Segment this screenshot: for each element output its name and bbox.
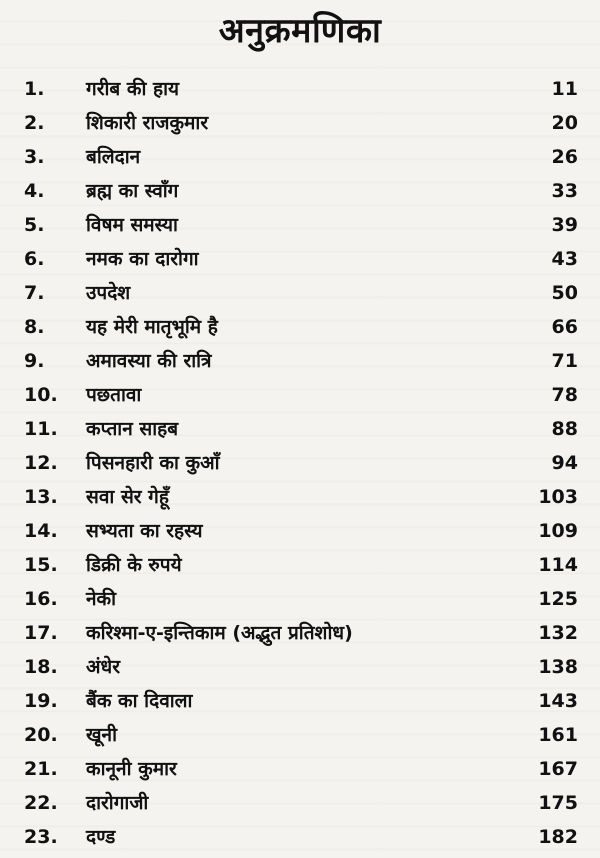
page-number: 175 [538, 792, 578, 814]
page-title: अनुक्रमणिका [218, 11, 382, 51]
toc-row [0, 208, 600, 242]
chapter-number: 17. [24, 622, 58, 644]
toc-row [0, 684, 600, 718]
chapter-title: दण्ड [86, 826, 116, 848]
chapter-title: अंधेर [86, 656, 120, 678]
toc-row [0, 344, 600, 378]
toc-row [0, 72, 600, 106]
page-number: 11 [551, 78, 578, 100]
page-number: 125 [538, 588, 578, 610]
chapter-title: बैंक का दिवाला [86, 690, 193, 712]
chapter-number: 10. [24, 384, 58, 406]
toc-row [0, 446, 600, 480]
page-number: 33 [551, 180, 578, 202]
toc-row [0, 174, 600, 208]
toc-row [0, 480, 600, 514]
toc-row [0, 718, 600, 752]
chapter-number: 5. [24, 214, 45, 236]
toc-row [0, 514, 600, 548]
toc-row [0, 616, 600, 650]
chapter-number: 23. [24, 826, 58, 848]
page-number: 43 [551, 248, 578, 270]
chapter-number: 14. [24, 520, 58, 542]
page-number: 94 [551, 452, 578, 474]
chapter-number: 8. [24, 316, 45, 338]
chapter-number: 1. [24, 78, 45, 100]
chapter-number: 20. [24, 724, 58, 746]
toc-row [0, 786, 600, 820]
toc-row [0, 310, 600, 344]
toc-row [0, 242, 600, 276]
chapter-title: दारोगाजी [86, 792, 149, 814]
chapter-number: 18. [24, 656, 58, 678]
page-number: 132 [538, 622, 578, 644]
page-number: 109 [538, 520, 578, 542]
chapter-number: 4. [24, 180, 45, 202]
chapter-title: पिसनहारी का कुआँ [86, 452, 220, 474]
chapter-title: शिकारी राजकुमार [86, 112, 209, 134]
page-number: 20 [551, 112, 578, 134]
page-number: 138 [538, 656, 578, 678]
page-number: 88 [551, 418, 578, 440]
toc-row [0, 378, 600, 412]
chapter-title: नेकी [86, 588, 117, 610]
page-number: 167 [538, 758, 578, 780]
chapter-number: 2. [24, 112, 45, 134]
chapter-number: 21. [24, 758, 58, 780]
toc-row [0, 548, 600, 582]
page-number: 66 [551, 316, 578, 338]
page-number: 182 [538, 826, 578, 848]
chapter-title: कानूनी कुमार [86, 758, 177, 780]
chapter-title: नमक का दारोगा [86, 248, 199, 270]
chapter-title: उपदेश [86, 282, 131, 304]
toc-row [0, 140, 600, 174]
chapter-title: यह मेरी मातृभूमि है [86, 316, 218, 338]
chapter-title: विषम समस्या [86, 214, 178, 236]
page-number: 114 [538, 554, 578, 576]
chapter-number: 19. [24, 690, 58, 712]
chapter-number: 3. [24, 146, 45, 168]
chapter-number: 11. [24, 418, 58, 440]
page-number: 39 [551, 214, 578, 236]
chapter-title: गरीब की हाय [86, 78, 180, 100]
chapter-number: 15. [24, 554, 58, 576]
page-number: 103 [538, 486, 578, 508]
toc-row [0, 412, 600, 446]
chapter-title: डिक्री के रुपये [86, 554, 182, 576]
toc-row [0, 276, 600, 310]
chapter-title: सवा सेर गेहूँ [86, 486, 169, 508]
chapter-number: 13. [24, 486, 58, 508]
chapter-title: ब्रह्म का स्वाँग [86, 180, 179, 202]
chapter-title: बलिदान [86, 146, 141, 168]
chapter-title: करिश्मा-ए-इन्तिकाम (अद्भुत प्रतिशोध) [86, 622, 353, 644]
chapter-number: 7. [24, 282, 45, 304]
chapter-number: 12. [24, 452, 58, 474]
page-number: 161 [538, 724, 578, 746]
toc-row [0, 752, 600, 786]
chapter-number: 6. [24, 248, 45, 270]
page-number: 50 [551, 282, 578, 304]
toc-row [0, 820, 600, 854]
page-number: 78 [551, 384, 578, 406]
chapter-title: खूनी [86, 724, 118, 746]
toc-row [0, 106, 600, 140]
toc-row [0, 650, 600, 684]
page-number: 26 [551, 146, 578, 168]
page-number: 143 [538, 690, 578, 712]
toc-row [0, 582, 600, 616]
chapter-number: 9. [24, 350, 45, 372]
chapter-title: सभ्यता का रहस्य [86, 520, 203, 542]
chapter-title: अमावस्या की रात्रि [86, 350, 212, 372]
chapter-number: 16. [24, 588, 58, 610]
chapter-title: कप्तान साहब [86, 418, 179, 440]
page-number: 71 [551, 350, 578, 372]
chapter-number: 22. [24, 792, 58, 814]
chapter-title: पछतावा [86, 384, 142, 406]
